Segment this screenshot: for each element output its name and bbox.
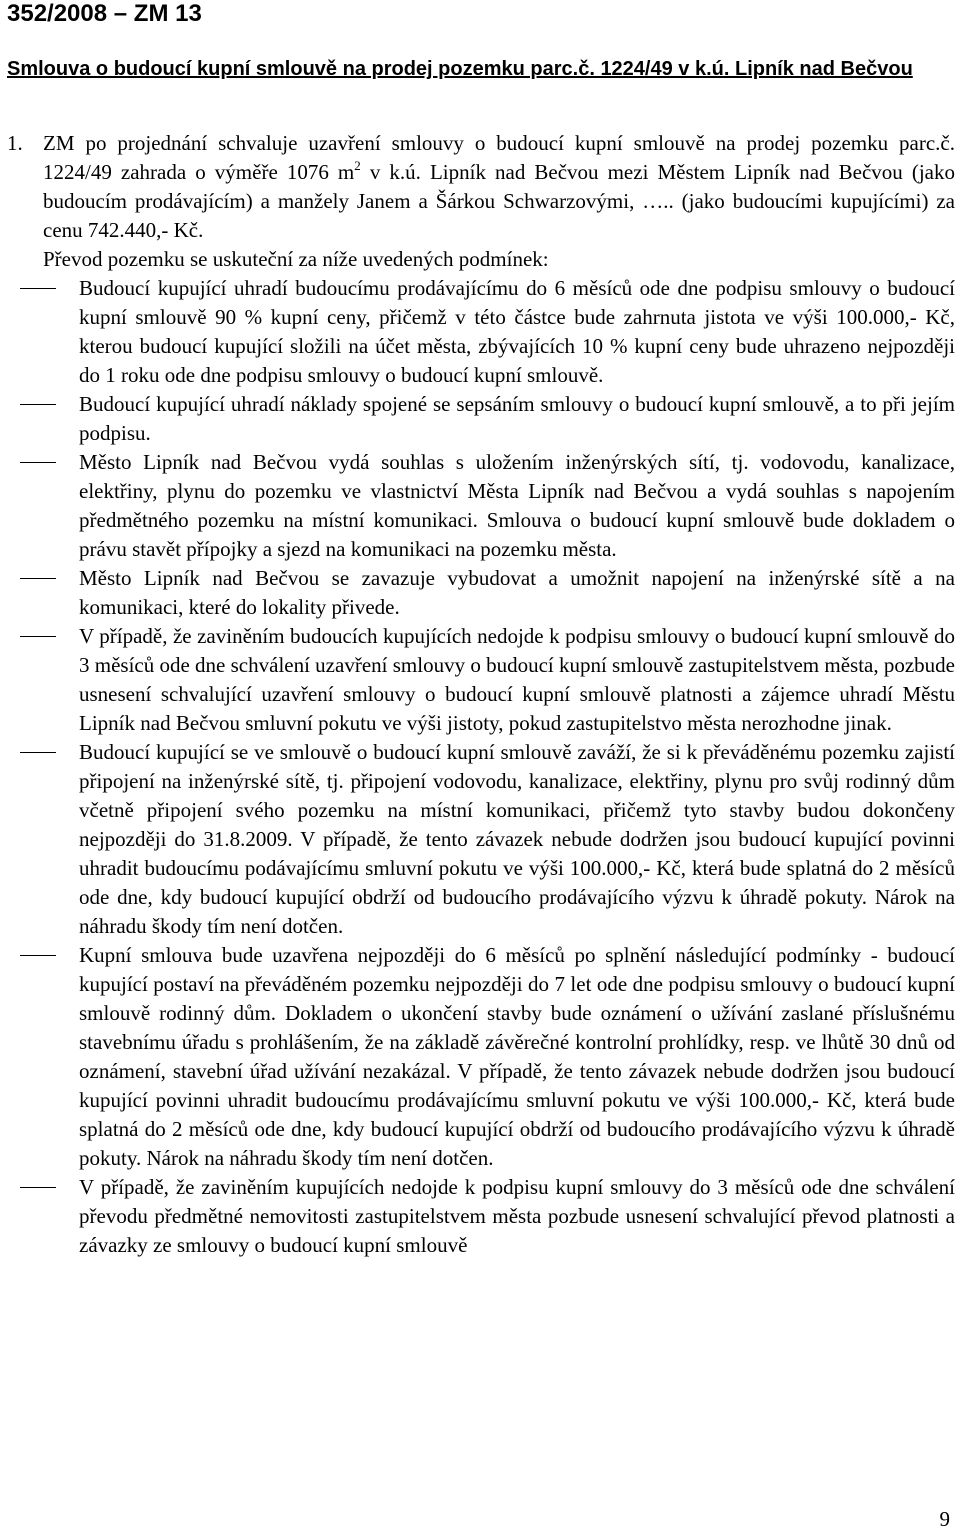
condition-text: V případě, že zaviněním kupujících nedojde k podpisu kupní smlouvy do 3 měsíců ode dne schválení převodu předmětné nemovitosti zastupitelstvem města pozbude usnesení schvalující převod platnosti a závazky ze smlouvy o budoucí kupní smlouvě: [79, 1175, 955, 1257]
condition-text: V případě, že zaviněním budoucích kupujících nedojde k podpisu smlouvy o budoucí kupní smlouvě do 3 měsíců ode dne schválení uzavření smlouvy o budoucí kupní smlouvě zastupitelstvem města, pozbude usnesení schvalující uzavření smlouvy o budoucí kupní smlouvě platnosti a zájemce uhradí Městu Lipník nad Bečvou smluvní pokutu ve výši jistoty, pokud zastupitelstvo města nerozhodne jinak.: [79, 624, 955, 735]
condition-text: Budoucí kupující se ve smlouvě o budoucí kupní smlouvě zaváží, že si k převáděnému pozemku zajistí připojení na inženýrské sítě, tj. připojení vodovodu, kanalizace, elektřiny, plynu pro svůj rodinný dům včetně připojení svého pozemku na místní komunikaci, přičemž tyto stavby budou dokončeny nejpozději do 31.8.2009. V případě, že tento závazek nebude dodržen jsou budoucí kupující povinni uhradit budoucímu podávajícímu smluvní pokutu ve výši 100.000,- Kč, která bude splatná do 2 měsíců ode dne, kdy budoucí kupující obdrží od budoucího prodávajícího výzvu k úhradě pokuty. Nárok na náhradu škody tím není dotčen.: [79, 740, 955, 938]
condition-text: Město Lipník nad Bečvou se zavazuje vybudovat a umožnit napojení na inženýrské sítě a na komunikaci, které do lokality přivede.: [79, 566, 955, 619]
dash-bullet-icon: [20, 578, 56, 579]
area-unit-superscript: 2: [354, 158, 361, 173]
document-title: Smlouva o budoucí kupní smlouvě na prodej pozemku parc.č. 1224/49 v k.ú. Lipník nad Bečvou: [7, 58, 913, 80]
condition-item: [7, 564, 955, 622]
conditions-list: [7, 274, 955, 1260]
resolution-paragraph: [7, 129, 955, 245]
condition-item: [7, 622, 955, 738]
dash-bullet-icon: [20, 752, 56, 753]
dash-bullet-icon: [20, 636, 56, 637]
condition-item: [7, 738, 955, 941]
page-number: 9: [939, 1507, 950, 1531]
condition-text: Kupní smlouva bude uzavřena nejpozději do 6 měsíců po splnění následující podmínky - budoucí kupující postaví na převáděném pozemku nejpozději do 7 let ode dne podpisu smlouvy o budoucí kupní smlouvě rodinný dům. Dokladem o ukončení stavby bude oznámení o užívání zaslané příslušnému stavebnímu úřadu s prohlášením, že na základě závěrečné kontrolní prohlídky, resp. ve lhůtě 30 dnů od oznámení, stavební úřad užívání nezakázal. V případě, že tento závazek nebude dodržen jsou budoucí kupující povinni uhradit budoucímu prodávajícímu smluvní pokutu ve výši 100.000,- Kč, která bude splatná do 2 měsíců ode dne, kdy budoucí kupující obdrží od budoucího prodávajícího výzvu k úhradě pokuty. Nárok na náhradu škody tím není dotčen.: [79, 943, 955, 1170]
condition-item: [7, 390, 955, 448]
resolution-text-end: v k.ú. Lipník nad Bečvou mezi Městem Lipník nad Bečvou (jako budoucím prodávajícím) a manžely Janem a Šárkou Schwarzovými, ….. (jako budoucími kupujícími) za cenu 742.440,- Kč.: [43, 160, 956, 242]
resolution-text-start: ZM po projednání schvaluje uzavření smlouvy o budoucí kupní smlouvě na prodej pozemku parc.č. 1224/49 zahrada o výměře 1076 m: [43, 131, 955, 184]
dash-bullet-icon: [20, 1187, 56, 1188]
condition-item: [7, 448, 955, 564]
condition-item: [7, 274, 955, 390]
dash-bullet-icon: [20, 955, 56, 956]
condition-item: [7, 1173, 955, 1260]
condition-text: Budoucí kupující uhradí náklady spojené se sepsáním smlouvy o budoucí kupní smlouvě, a to při jejím podpisu.: [79, 392, 955, 445]
condition-item: [7, 941, 955, 1173]
document-number: 352/2008 – ZM 13: [7, 0, 202, 27]
dash-bullet-icon: [20, 288, 56, 289]
condition-text: Budoucí kupující uhradí budoucímu prodávajícímu do 6 měsíců ode dne podpisu smlouvy o budoucí kupní smlouvě 90 % kupní ceny, přičemž v této částce bude zahrnuta jistota ve výši 100.000,- Kč, kterou budoucí kupující složili na účet města, zbývajících 10 % kupní ceny bude uhrazeno nejpozději do 1 roku ode dne podpisu smlouvy o budoucí kupní smlouvě.: [79, 276, 955, 387]
dash-bullet-icon: [20, 404, 56, 405]
resolution-number: 1.: [7, 131, 23, 155]
condition-text: Město Lipník nad Bečvou vydá souhlas s uložením inženýrských sítí, tj. vodovodu, kanalizace, elektřiny, plynu do pozemku ve vlastnictví Města Lipník nad Bečvou a vydá souhlas s napojením předmětného pozemku na místní komunikaci. Smlouva o budoucí kupní smlouvě bude dokladem o právu stavět přípojky a sjezd na komunikaci na pozemku města.: [79, 450, 955, 561]
dash-bullet-icon: [20, 462, 56, 463]
document-body: [7, 129, 955, 1260]
conditions-intro: Převod pozemku se uskuteční za níže uvedených podmínek:: [43, 247, 549, 271]
